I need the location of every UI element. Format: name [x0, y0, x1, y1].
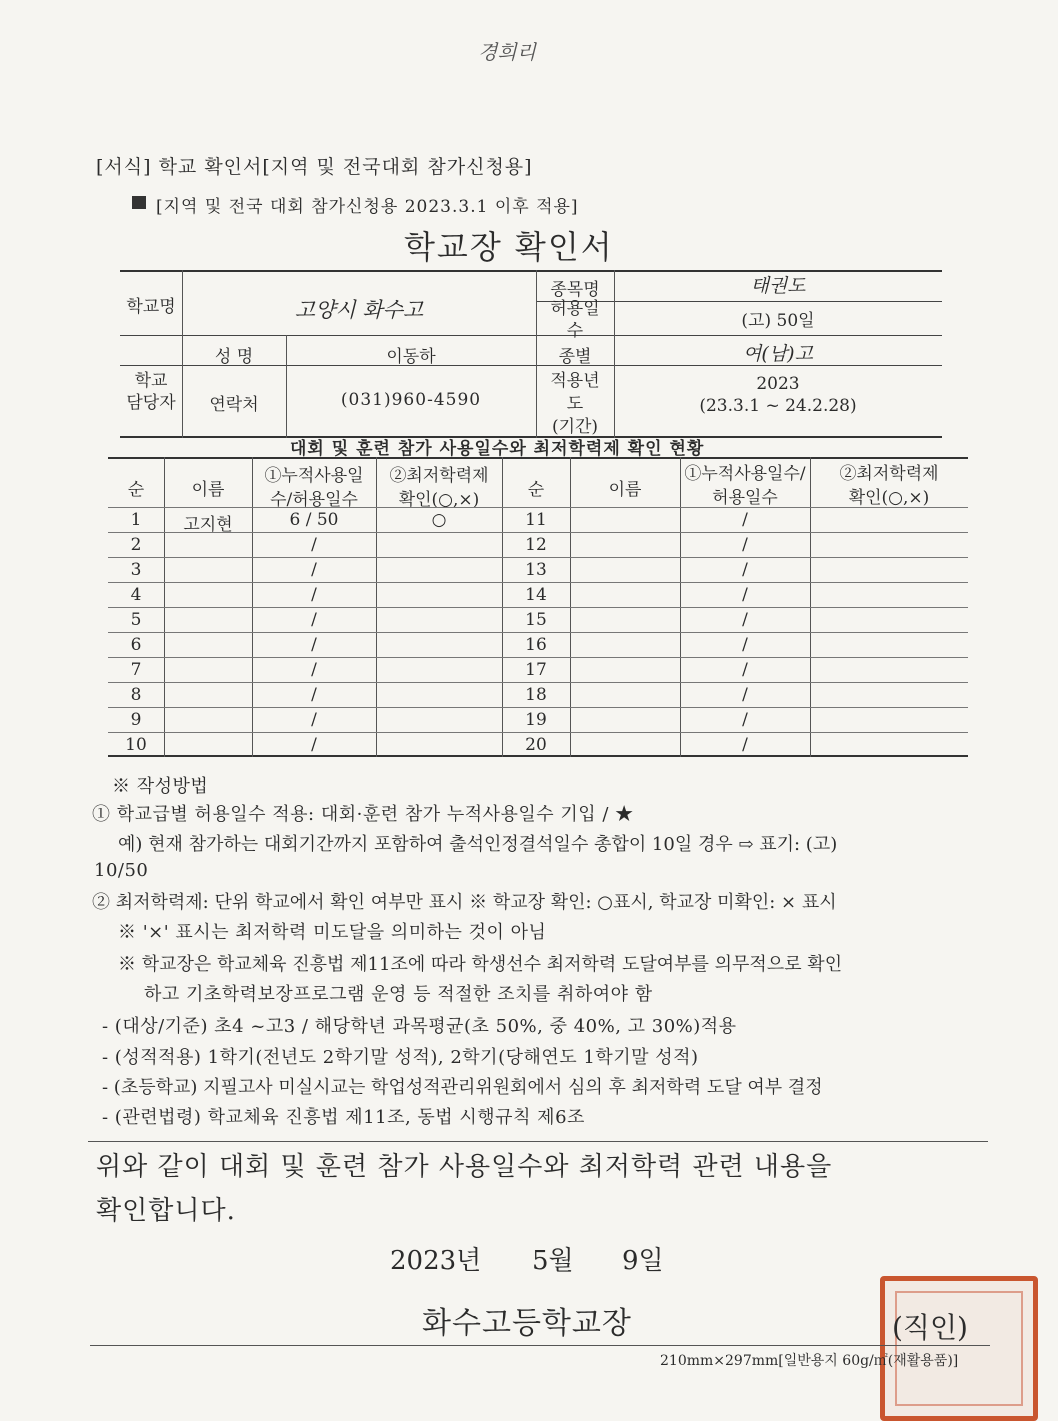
allowed-days-value: (고) 50일 [741, 311, 815, 331]
note-1: ① 학교급별 허용일수 적용: 대회·훈련 참가 누적사용일수 기입 / ★ [92, 804, 634, 825]
row-no-right: 13 [525, 560, 547, 580]
confirm-line-1: 위와 같이 대회 및 훈련 참가 사용일수와 최저학력 관련 내용을 [96, 1152, 833, 1182]
allowed-days-label-2: 수 [566, 321, 584, 341]
principal-title: 화수고등학교장 [422, 1306, 632, 1341]
row-no-right: 16 [525, 635, 547, 655]
row-no-left: 10 [125, 735, 147, 755]
row-no-left: 4 [130, 585, 142, 605]
table-row [108, 632, 968, 658]
row-days-right: / [742, 510, 748, 530]
school-label: 학교명 [126, 297, 176, 317]
header-no-left: 순 [127, 480, 145, 500]
row-no-right: 11 [525, 510, 547, 530]
row-no-left: 2 [130, 535, 142, 555]
row-name-left: 고지현 [183, 515, 233, 535]
row-days-right: / [742, 535, 748, 555]
school-seal-icon [880, 1276, 1038, 1421]
header-check-right-2: 확인(○,×) [848, 488, 930, 508]
document-title: 학교장 확인서 [404, 228, 614, 266]
table-caption: 대회 및 훈련 참가 사용일수와 최저학력제 확인 현황 [290, 439, 705, 459]
header-no-right: 순 [527, 480, 545, 500]
divider [88, 1141, 988, 1142]
apply-year-label-2: 도 [566, 394, 584, 414]
footer-divider [90, 1345, 990, 1346]
row-days-left: / [311, 610, 317, 630]
table-row [108, 532, 968, 558]
bullet-square-icon [132, 196, 146, 209]
info-table [120, 270, 942, 438]
gender-value: 여(남)고 [743, 343, 813, 365]
date-year: 2023년 [390, 1246, 482, 1276]
apply-year-label-1: 적용년 [550, 371, 600, 391]
handwritten-note: 경희리 [478, 40, 536, 64]
name-value: 이동하 [386, 347, 436, 367]
apply-year-label-3: (기간) [551, 417, 599, 437]
row-no-left: 6 [130, 635, 142, 655]
header-check-right-1: ②최저학력제 [839, 464, 939, 484]
header-days-left-2: 수/허용일수 [270, 490, 358, 510]
row-check-left: ○ [431, 510, 447, 530]
paper-spec: 210mm×297mm[일반용지 60g/㎡(재활용품)] [660, 1353, 959, 1369]
apply-year-value: 2023 [756, 374, 800, 394]
name-label: 성 명 [214, 347, 254, 367]
confirm-line-2: 확인합니다. [96, 1196, 236, 1226]
row-no-right: 14 [525, 585, 547, 605]
row-no-right: 17 [525, 660, 547, 680]
header-days-right-1: ①누적사용일수/ [684, 464, 806, 484]
allowed-days-label-1: 허용일 [550, 299, 600, 319]
row-no-left: 8 [130, 685, 142, 705]
contact-label: 연락처 [209, 395, 259, 415]
row-days-right: / [742, 685, 748, 705]
table-row [108, 607, 968, 633]
apply-period-value: (23.3.1 ~ 24.2.28) [699, 396, 857, 416]
header-days-right-2: 허용일수 [712, 488, 778, 508]
row-no-right: 19 [525, 710, 547, 730]
detail-2: - (성적적용) 1학기(전년도 2학기말 성적), 2학기(당해연도 1학기말 성적) [102, 1047, 699, 1068]
detail-1: - (대상/기준) 초4 ~고3 / 해당학년 과목평균(초 50%, 중 40%, 고 30%)적용 [102, 1016, 737, 1037]
row-days-left: / [311, 735, 317, 755]
note-2-a: ※ '×' 표시는 최저학력 미도달을 의미하는 것이 아님 [118, 922, 547, 943]
sport-value: 태권도 [750, 275, 806, 297]
header-check-left-2: 확인(○,×) [398, 490, 480, 510]
row-days-right: / [742, 610, 748, 630]
seal-label: (직인) [892, 1311, 968, 1344]
row-no-left: 3 [130, 560, 142, 580]
header-days-left-1: ①누적사용일 [264, 466, 364, 486]
row-days-left: / [311, 685, 317, 705]
row-days-right: / [742, 735, 748, 755]
table-row [108, 732, 968, 758]
sub-header: [지역 및 전국 대회 참가신청용 2023.3.1 이후 적용] [156, 197, 579, 217]
note-2-b: ※ 학교장은 학교체육 진흥법 제11조에 따라 학생선수 최저학력 도달여부를 의무적으로 확인 [118, 954, 843, 975]
table-row [108, 707, 968, 733]
row-no-right: 20 [525, 735, 547, 755]
row-days-left: / [311, 710, 317, 730]
contact-value: (031)960-4590 [340, 390, 482, 410]
row-days-right: / [742, 585, 748, 605]
row-days-left: 6 / 50 [289, 510, 339, 530]
row-days-right: / [742, 560, 748, 580]
row-no-right: 18 [525, 685, 547, 705]
header-name-right: 이름 [608, 480, 642, 500]
note-2: ② 최저학력제: 단위 학교에서 확인 여부만 표시 ※ 학교장 확인: ○표시, 학교장 미확인: × 표시 [92, 892, 837, 913]
row-days-right: / [742, 635, 748, 655]
header-name-left: 이름 [191, 480, 225, 500]
notes-heading: ※ 작성방법 [112, 776, 209, 797]
row-no-left: 7 [130, 660, 142, 680]
table-row [108, 657, 968, 683]
sport-label: 종목명 [550, 280, 600, 300]
table-row [108, 557, 968, 583]
row-no-left: 1 [130, 510, 142, 530]
note-1-example: 예) 현재 참가하는 대회기간까지 포함하여 출석인정결석일수 총합이 10일 경우 ⇨ 표기: (고) [118, 834, 838, 855]
detail-3: - (초등학교) 지필고사 미실시교는 학업성적관리위원회에서 심의 후 최저학력 도달 여부 결정 [102, 1077, 823, 1098]
row-days-right: / [742, 660, 748, 680]
school-value: 고양시 화수고 [294, 298, 424, 322]
header-check-left-1: ②최저학력제 [389, 466, 489, 486]
row-no-left: 9 [130, 710, 142, 730]
row-no-left: 5 [130, 610, 142, 630]
manager-label-1: 학교 [134, 371, 168, 391]
date-day: 9일 [622, 1246, 664, 1276]
form-header: [서식] 학교 확인서[지역 및 전국대회 참가신청용] [96, 156, 533, 178]
gender-label: 종별 [558, 347, 592, 367]
row-days-right: / [742, 710, 748, 730]
table-row [108, 582, 968, 608]
date-month: 5월 [532, 1246, 574, 1276]
detail-4: - (관련법령) 학교체육 진흥법 제11조, 동법 시행규칙 제6조 [102, 1107, 585, 1128]
row-no-right: 12 [525, 535, 547, 555]
note-2-b-cont: 하고 기초학력보장프로그램 운영 등 적절한 조치를 취하여야 함 [144, 984, 653, 1005]
row-days-left: / [311, 560, 317, 580]
table-row [108, 682, 968, 708]
row-days-left: / [311, 635, 317, 655]
row-days-left: / [311, 535, 317, 555]
manager-label-2: 담당자 [126, 393, 176, 413]
row-days-left: / [311, 585, 317, 605]
table-row [108, 507, 968, 533]
note-1-example-cont: 10/50 [94, 860, 149, 881]
row-days-left: / [311, 660, 317, 680]
row-no-right: 15 [525, 610, 547, 630]
